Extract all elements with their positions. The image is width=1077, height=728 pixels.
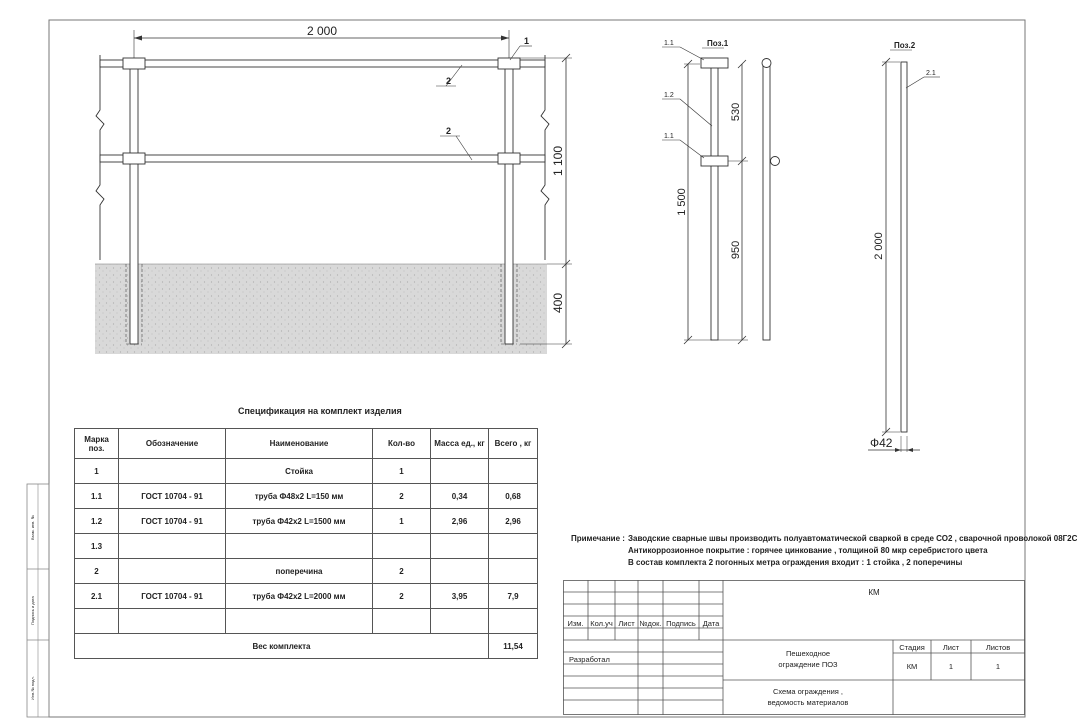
spec-cell: ГОСТ 10704 - 91 — [119, 484, 226, 509]
tb-header-podpis: Подпись — [666, 619, 696, 628]
spec-cell — [489, 534, 538, 559]
tb-sheet-header: Лист — [942, 643, 960, 652]
pos1-side-mid-circle — [771, 157, 780, 166]
tb-header-ndok: №док. — [639, 619, 662, 628]
spec-cell — [431, 534, 489, 559]
tb-header-data: Дата — [702, 619, 720, 628]
pos1-callout-mid: 1.2 — [664, 92, 674, 99]
spec-cell: Стойка — [226, 459, 373, 484]
spec-cell — [431, 459, 489, 484]
spec-cell — [75, 609, 119, 634]
post-left — [130, 66, 138, 344]
spec-cell: ГОСТ 10704 - 91 — [119, 509, 226, 534]
spec-cell: 0,68 — [489, 484, 538, 509]
spec-row — [75, 584, 538, 609]
note-line: В состав комплекта 2 погонных метра ограждения входит : 1 стойка , 2 поперечины — [628, 558, 963, 567]
pos1-dim-1500: 1 500 — [676, 188, 688, 216]
dim-height-1100: 1 100 — [551, 145, 565, 177]
pos1-dim-950: 950 — [730, 240, 742, 260]
spec-cell: 1 — [75, 459, 119, 484]
spec-total-value: 11,54 — [489, 634, 538, 659]
rail-top — [100, 60, 545, 67]
spec-cell — [489, 609, 538, 634]
fence-frame-view — [95, 24, 572, 354]
spec-cell: 1.2 — [75, 509, 119, 534]
spec-cell: 2 — [373, 484, 431, 509]
sleeve-tr — [498, 58, 520, 69]
tb-stage-value: КМ — [906, 662, 918, 671]
pos1-detail-view — [662, 39, 780, 344]
title-block — [563, 580, 1025, 715]
spec-title: Спецификация на комплект изделия — [238, 406, 402, 416]
pos1-post — [711, 66, 718, 340]
tb-developed-by: Разработал — [569, 655, 610, 664]
spec-cell: 2 — [373, 584, 431, 609]
spec-row — [75, 509, 538, 534]
stamp-text-3: Инв.№ подл. — [30, 676, 35, 700]
callout-1: 1 — [524, 36, 530, 46]
spec-row — [75, 534, 538, 559]
pos2-title: Поз.2 — [894, 41, 916, 50]
spec-cell: 2 — [75, 559, 119, 584]
spec-cell: 1.3 — [75, 534, 119, 559]
ground-fill — [95, 264, 547, 354]
spec-cell: труба Ф42х2 L=2000 мм — [226, 584, 373, 609]
title-block-code: КМ — [868, 588, 880, 597]
pos1-callout-top: 1.1 — [664, 40, 674, 47]
post-right — [505, 66, 513, 344]
rail-middle — [100, 155, 545, 162]
tb-object-name-1: Пешеходное — [785, 649, 831, 658]
dim-embed-400: 400 — [551, 292, 565, 314]
pos1-sleeve-mid — [701, 156, 728, 166]
spec-cell: 0,34 — [431, 484, 489, 509]
spec-cell: ГОСТ 10704 - 91 — [119, 584, 226, 609]
pos2-rail — [901, 62, 907, 432]
spec-header-cell: Марка поз. — [75, 429, 119, 459]
spec-header-cell: Масса ед., кг — [431, 429, 489, 459]
spec-header-cell: Обозначение — [119, 429, 226, 459]
spec-total-label: Вес комплекта — [75, 634, 489, 659]
spec-header-row — [75, 429, 538, 459]
spec-cell — [489, 459, 538, 484]
spec-cell: 2,96 — [431, 509, 489, 534]
tb-sheet-value: 1 — [948, 662, 954, 671]
spec-header-cell: Кол-во — [373, 429, 431, 459]
tb-sheets-header: Листов — [985, 643, 1011, 652]
spec-cell: 2 — [373, 559, 431, 584]
pos1-dim-530: 530 — [730, 102, 742, 122]
spec-cell — [373, 609, 431, 634]
pos2-callout: 2.1 — [926, 70, 936, 77]
spec-header-cell: Всего , кг — [489, 429, 538, 459]
sleeve-tl — [123, 58, 145, 69]
spec-cell — [226, 534, 373, 559]
note-line: Заводские сварные швы производить полуавтоматической сваркой в среде СО2 , сварочной проволокой 08Г2С — [628, 534, 1077, 543]
spec-row — [75, 459, 538, 484]
pos1-sleeve-top — [701, 58, 728, 68]
spec-cell: 1 — [373, 509, 431, 534]
spec-cell — [119, 559, 226, 584]
tb-sheet-title-2: ведомость материалов — [767, 698, 849, 707]
pos1-side-post — [763, 64, 770, 340]
spec-cell — [489, 559, 538, 584]
sleeve-ml — [123, 153, 145, 164]
pos1-callout-bottom: 1.1 — [664, 133, 674, 140]
pos2-diameter: Ф42 — [870, 436, 893, 450]
tb-stage-header: Стадия — [899, 643, 925, 652]
callout-2-middle: 2 — [446, 126, 452, 136]
spec-row — [75, 559, 538, 584]
notes-label: Примечание : — [571, 534, 625, 543]
dim-length-2000: 2 000 — [306, 24, 338, 38]
stamp-text-2: Подпись и дата — [30, 596, 35, 625]
spec-cell — [373, 534, 431, 559]
spec-cell — [431, 609, 489, 634]
spec-cell — [226, 609, 373, 634]
tb-sheet-title-1: Схема ограждения , — [772, 687, 844, 696]
pos1-side-top-circle — [762, 59, 771, 68]
tb-header-izm: Изм. — [567, 619, 584, 628]
spec-cell — [119, 459, 226, 484]
sleeve-mr — [498, 153, 520, 164]
tb-object-name-2: ограждение ПОЗ — [778, 660, 838, 669]
spec-table — [74, 428, 538, 659]
stamp-text-1: Взам. инв. № — [30, 515, 35, 540]
callout-2-top: 2 — [446, 76, 452, 86]
spec-cell: 2.1 — [75, 584, 119, 609]
spec-cell — [431, 559, 489, 584]
tb-sheets-value: 1 — [995, 662, 1001, 671]
spec-cell: 1 — [373, 459, 431, 484]
tb-header-list: Лист — [618, 619, 635, 628]
note-line: Антикоррозионное покрытие : горячее цинкование , толщиной 80 мкр серебристого цвета — [628, 546, 988, 555]
pos2-dim-2000: 2 000 — [873, 232, 885, 260]
tb-header-koluch: Кол.уч — [590, 619, 613, 628]
spec-row — [75, 609, 538, 634]
pos1-title: Поз.1 — [707, 39, 729, 48]
spec-cell: 2,96 — [489, 509, 538, 534]
spec-cell: 3,95 — [431, 584, 489, 609]
spec-cell: 1.1 — [75, 484, 119, 509]
pos2-detail-view — [868, 41, 940, 452]
spec-cell: 7,9 — [489, 584, 538, 609]
spec-row — [75, 484, 538, 509]
spec-total-row — [75, 634, 538, 659]
spec-cell: поперечина — [226, 559, 373, 584]
margin-stamp — [27, 484, 49, 717]
spec-header-cell: Наименование — [226, 429, 373, 459]
spec-cell — [119, 609, 226, 634]
spec-cell: труба Ф42х2 L=1500 мм — [226, 509, 373, 534]
spec-cell — [119, 534, 226, 559]
spec-cell: труба Ф48х2 L=150 мм — [226, 484, 373, 509]
